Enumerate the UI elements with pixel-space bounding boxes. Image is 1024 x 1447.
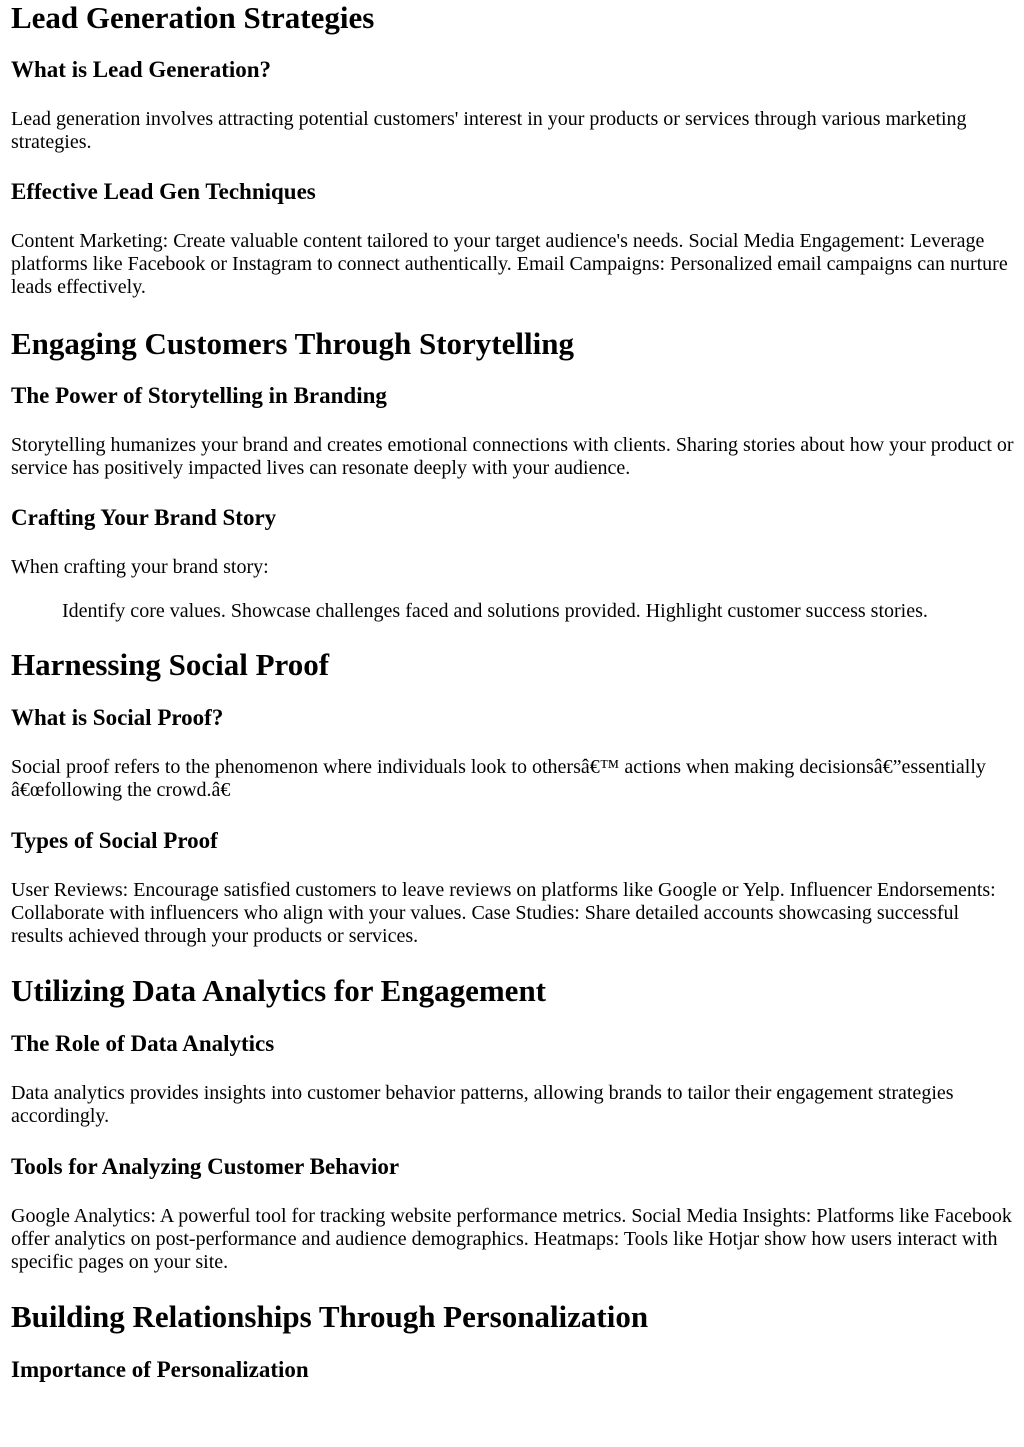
paragraph: Social proof refers to the phenomenon where individuals look to othersâ€™ actions when making decisionsâ€”essentially â€œfollowing the crowd.â€ [11, 756, 986, 801]
section-title: Building Relationships Through Personalization [11, 1299, 649, 1334]
paragraph: User Reviews: Encourage satisfied customers to leave reviews on platforms like Google or Yelp. Influencer Endorsements: Collaborate with influencers who align with your values. Case Studies: Share detailed accounts showcasing successful results achieved through your products or services. [11, 879, 996, 947]
paragraph: Storytelling humanizes your brand and creates emotional connections with clients. Sharing stories about how your product or service has positively impacted lives can resonate deeply with your audience. [11, 434, 1014, 479]
paragraph: Lead generation involves attracting potential customers' interest in your products or services through various marketing strategies. [11, 108, 967, 153]
subsection-heading: What is Social Proof? [11, 705, 224, 730]
article [0, 1, 1024, 1383]
subsection-heading: Crafting Your Brand Story [11, 505, 277, 530]
subsection-heading: Effective Lead Gen Techniques [11, 179, 316, 204]
subsection-heading: Tools for Analyzing Customer Behavior [11, 1154, 400, 1179]
subsection-heading: The Power of Storytelling in Branding [11, 383, 387, 408]
section-title: Harnessing Social Proof [11, 647, 330, 682]
subsection-heading: Importance of Personalization [11, 1357, 309, 1382]
subsection-heading: The Role of Data Analytics [11, 1031, 275, 1056]
subsection-heading: Types of Social Proof [11, 828, 218, 853]
paragraph: Content Marketing: Create valuable content tailored to your target audience's needs. Social Media Engagement: Leverage platforms like Facebook or Instagram to connect authentically. Email Campaigns: Personalized email campaigns can nurture leads effectively. [11, 230, 1008, 298]
section-title: Engaging Customers Through Storytelling [11, 326, 574, 361]
subsection-heading: What is Lead Generation? [11, 57, 272, 82]
indented-list: Identify core values. Showcase challenges faced and solutions provided. Highlight customer success stories. [62, 600, 928, 622]
section-title: Utilizing Data Analytics for Engagement [11, 973, 547, 1008]
paragraph: Google Analytics: A powerful tool for tracking website performance metrics. Social Media Insights: Platforms like Facebook offer analytics on post-performance and audience demographics. Heatmaps: Tools like Hotjar show how users interact with specific pages on your site. [11, 1205, 1012, 1273]
paragraph: When crafting your brand story: [11, 556, 269, 578]
section-title: Lead Generation Strategies [11, 0, 375, 35]
paragraph: Data analytics provides insights into customer behavior patterns, allowing brands to tailor their engagement strategies accordingly. [11, 1082, 954, 1127]
